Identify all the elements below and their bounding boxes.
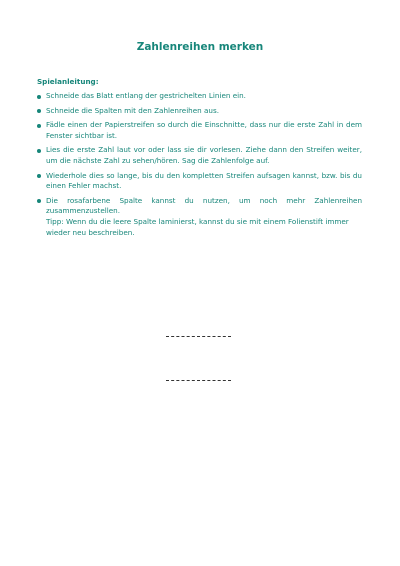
instruction-step-5 [37,171,362,192]
step-text: Wiederhole dies so lange, bis du den kompletten Streifen aufsagen kannst, bzw. bis du einen Fehler machst. [46,170,362,191]
instructions-section [37,77,362,242]
step-text: Lies die erste Zahl laut vor oder lass sie dir vorlesen. Ziehe dann den Streifen weiter, um die nächste Zahl zu sehen/hören. Sag die Zahlenfolge auf. [46,145,362,165]
instruction-list [37,91,362,238]
step-text: Die rosafarbene Spalte kannst du nutzen, um noch mehr Zahlenreihen zusammenzustellen. [46,195,362,216]
cut-line-top [166,336,231,337]
instruction-step-6 [37,196,362,238]
instruction-step-3 [37,120,362,141]
bullet-icon [37,199,41,203]
instruction-step-4 [37,145,362,166]
bullet-icon [37,174,41,178]
cut-line-bottom [166,380,231,381]
step-text: Schneide die Spalten mit den Zahlenreihen aus. [46,105,219,115]
tip-text: Tipp: Wenn du die leere Spalte laminierst, kannst du sie mit einem Folienstift immer wieder neu beschreiben. [46,216,349,237]
bullet-icon [37,109,41,113]
bullet-icon [37,95,41,99]
page-title: Zahlenreihen merken [136,41,264,53]
bullet-icon [37,149,41,153]
instruction-step-1 [37,91,362,102]
bullet-icon [37,124,41,128]
instruction-step-2 [37,106,362,117]
instructions-heading: Spielanleitung: [37,77,99,86]
step-text: Schneide das Blatt entlang der gestrichelten Linien ein. [46,91,246,100]
step-text: Fädle einen der Papierstreifen so durch die Einschnitte, dass nur die erste Zahl in dem Fenster sichtbar ist. [46,120,362,140]
